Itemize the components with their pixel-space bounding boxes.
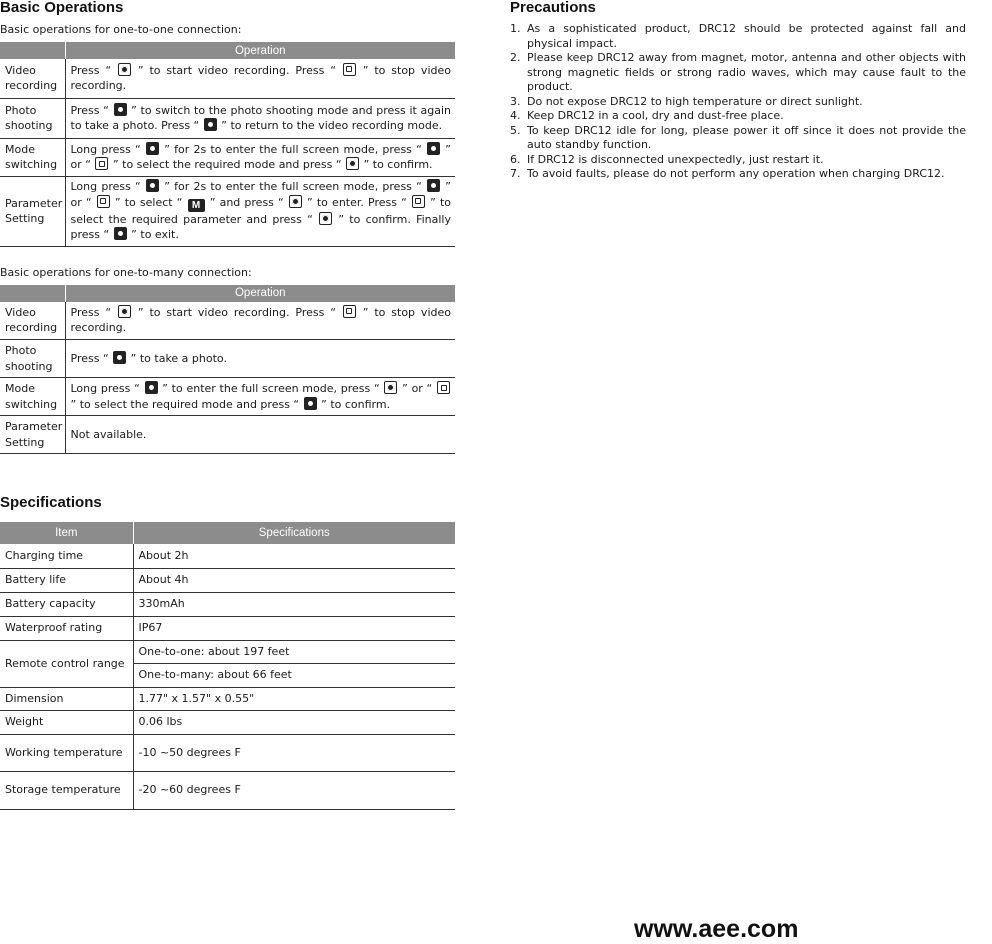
list-item: 6. If DRC12 is disconnected unexpectedly, just restart it. (510, 152, 824, 166)
table-row (0, 378, 455, 416)
spec-value: 330mAh (133, 592, 455, 616)
one-to-many-intro: Basic operations for one-to-many connection: (0, 265, 252, 279)
record-icon (118, 63, 131, 76)
table-row (0, 592, 455, 616)
one-to-one-table (0, 42, 455, 247)
list-item: 1. As a sophisticated product, DRC12 should be protected against fall and physical impact. (510, 22, 966, 50)
list-item: 3. Do not expose DRC12 to high temperature or direct sunlight. (510, 94, 863, 108)
precaution-text: Please keep DRC12 away from magnet, motor, antenna and other objects with strong magnetic fields or strong radio waves, which may cause fault to the product. (527, 51, 966, 93)
spec-item: Working temperature (0, 734, 133, 771)
spec-value: One-to-one: about 197 feet (133, 640, 455, 663)
table-header-operation: Operation (65, 285, 455, 302)
table-row (0, 176, 455, 246)
spec-item: Remote control range (0, 640, 133, 687)
table-row (0, 687, 455, 710)
table-row (0, 616, 455, 640)
specifications-table (0, 522, 455, 810)
camera-icon (114, 103, 127, 116)
precaution-text: As a sophisticated product, DRC12 should be protected against fall and physical impact. (527, 22, 966, 50)
row-label: Parameter Setting (0, 416, 65, 454)
row-label: Video recording (0, 59, 65, 98)
spec-item: Weight (0, 710, 133, 734)
spec-value: 1.77" x 1.57" x 0.55" (133, 687, 455, 710)
basic-operations-title: Basic Operations (0, 0, 124, 16)
m-icon: M (188, 199, 205, 212)
table-row (0, 771, 455, 809)
camera-icon (427, 142, 440, 155)
record-icon (319, 212, 332, 225)
row-description: Not available. (65, 416, 455, 454)
precaution-text: If DRC12 is disconnected unexpectedly, just restart it. (527, 152, 824, 166)
row-label: Mode switching (0, 378, 65, 416)
list-item: 7. To avoid faults, please do not perform any operation when charging DRC12. (510, 167, 945, 180)
stop-icon (97, 195, 110, 208)
row-label: Mode switching (0, 138, 65, 176)
spec-value: 0.06 lbs (133, 710, 455, 734)
stop-icon (412, 195, 425, 208)
table-row (0, 734, 455, 771)
table-row (0, 138, 455, 176)
list-item: 5. To keep DRC12 idle for long, please power it off since it does not provide the auto standby function. (510, 123, 966, 151)
camera-icon (304, 397, 317, 410)
record-icon (289, 195, 302, 208)
camera-icon (146, 142, 159, 155)
stop-icon (343, 63, 356, 76)
camera-icon (427, 179, 440, 192)
spec-value: About 2h (133, 544, 455, 568)
table-row (0, 568, 455, 592)
row-description: Press “ ” to switch to the photo shooting mode and press it again to take a photo. Press “ ” to return to the video recording mode. (65, 98, 455, 138)
record-icon (346, 157, 359, 170)
spec-item: Battery life (0, 568, 133, 592)
table-row (0, 710, 455, 734)
spec-item: Battery capacity (0, 592, 133, 616)
list-item: 2. Please keep DRC12 away from magnet, motor, antenna and other objects with strong magnetic fields or strong radio waves, which may cause fault to the product. (510, 51, 966, 93)
row-description: Press “ ” to start video recording. Press “ ” to stop video recording. (65, 59, 455, 98)
spec-item: Waterproof rating (0, 616, 133, 640)
spec-item: Storage temperature (0, 771, 133, 809)
row-label: Photo shooting (0, 98, 65, 138)
stop-icon (95, 157, 108, 170)
spec-header-specifications: Specifications (133, 522, 455, 544)
table-row (0, 544, 455, 568)
record-icon (118, 305, 131, 318)
spec-value: -20 ~60 degrees F (133, 771, 455, 809)
row-description: Press “ ” to take a photo. (65, 340, 455, 378)
row-description: Long press “ ” to enter the full screen mode, press “ ” or “ ” to select the required mode and press “ ” to confirm. (65, 378, 455, 416)
spec-value: -10 ~50 degrees F (133, 734, 455, 771)
table-row (0, 340, 455, 378)
table-header-blank (0, 285, 65, 302)
precautions-list (510, 22, 966, 182)
spec-value: About 4h (133, 568, 455, 592)
camera-icon (114, 227, 127, 240)
precaution-text: Keep DRC12 in a cool, dry and dust-free place. (527, 109, 784, 122)
table-row (0, 416, 455, 454)
stop-icon (343, 305, 356, 318)
precaution-text: To avoid faults, please do not perform any operation when charging DRC12. (527, 167, 945, 180)
spec-value: One-to-many: about 66 feet (133, 663, 455, 687)
one-to-many-table (0, 285, 455, 455)
precaution-text: To keep DRC12 idle for long, please power it off since it does not provide the auto standby function. (527, 123, 966, 151)
spec-value: IP67 (133, 616, 455, 640)
stop-icon (437, 381, 450, 394)
table-header-operation: Operation (65, 42, 455, 59)
row-label: Photo shooting (0, 340, 65, 378)
table-row (0, 640, 455, 663)
precautions-title: Precautions (510, 0, 596, 16)
list-item: 4. Keep DRC12 in a cool, dry and dust-free place. (510, 109, 784, 122)
right-column (510, 0, 966, 182)
row-label: Video recording (0, 302, 65, 340)
record-icon (384, 381, 397, 394)
table-header-blank (0, 42, 65, 59)
website-url: www.aee.com (634, 915, 799, 943)
camera-icon (204, 118, 217, 131)
precaution-text: Do not expose DRC12 to high temperature or direct sunlight. (527, 94, 863, 108)
specifications-title: Specifications (0, 494, 102, 511)
camera-icon (113, 351, 126, 364)
table-row (0, 59, 455, 98)
row-description: Long press “ ” for 2s to enter the full screen mode, press “ ” or “ ” to select “ M ” and press “ ” to enter. Press “ ” to select the required parameter and press “ ” to confirm. Finally press “ ” to exit. (65, 176, 455, 246)
camera-icon (146, 179, 159, 192)
table-row (0, 98, 455, 138)
left-column (0, 0, 455, 810)
row-description: Long press “ ” for 2s to enter the full screen mode, press “ ” or “ ” to select the required mode and press “ ” to confirm. (65, 138, 455, 176)
spec-item: Charging time (0, 544, 133, 568)
row-description: Press “ ” to start video recording. Press “ ” to stop video recording. (65, 302, 455, 340)
camera-icon (145, 381, 158, 394)
spec-header-item: Item (0, 522, 133, 544)
row-label: Parameter Setting (0, 176, 65, 246)
spec-item: Dimension (0, 687, 133, 710)
table-row (0, 302, 455, 340)
one-to-one-intro: Basic operations for one-to-one connection: (0, 23, 242, 36)
